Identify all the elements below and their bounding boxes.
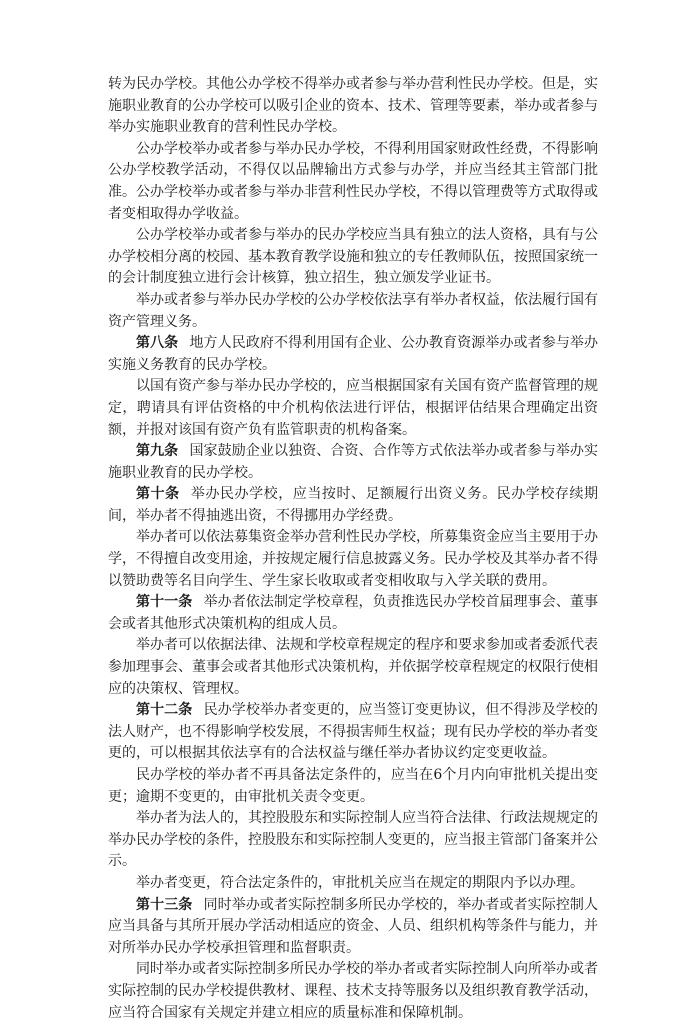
paragraph-text: 民办学校的举办者不再具备法定条件的，应当在6个月内向审批机关提出变更；逾期不变更的，由审批机关责令变更。 [108,767,598,805]
paragraph-text: 公办学校举办或者参与举办民办学校，不得利用国家财政性经费，不得影响公办学校教学活动，不得仅以品牌输出方式参与办学，并应当经其主管部门批准。公办学校举办或者参与举办非营利性民办学校，不得以管理费等方式取得或者变相取得办学收益。 [108,140,598,222]
paragraph [108,290,598,333]
article-number: 第十条 [136,486,180,503]
paragraph-text: 举办者可以依据法律、法规和学校章程规定的程序和要求参加或者委派代表参加理事会、董事会或者其他形式决策机构，并依据学校章程规定的权限行使相应的决策权、管理权。 [108,637,598,697]
paragraph-text: 国家鼓励企业以独资、合资、合作等方式依法举办或者参与举办实施职业教育的民办学校。 [108,443,599,481]
paragraph-text: 同时举办或者实际控制多所民办学校的举办者或者实际控制人向所举办或者实际控制的民办学校提供教材、课程、技术支持等服务以及组织教育教学活动，应当符合国家有关规定并建立相应的质量标准和保障机制。 [108,961,598,1021]
article-paragraph [108,441,598,484]
paragraph [108,139,598,225]
paragraph [108,808,598,873]
paragraph [108,635,598,700]
paragraph-text: 同时举办或者实际控制多所民办学校的，举办者或者实际控制人应当具备与其所开展办学活动相适应的资金、人员、组织机构等条件与能力，并对所举办民办学校承担管理和监督职责。 [108,896,599,956]
paragraph [108,376,598,441]
article-paragraph [108,895,598,960]
article-number: 第十一条 [136,594,193,611]
paragraph-text: 举办者可以依法募集资金举办营利性民办学校，所募集资金应当主要用于办学，不得擅自改变用途，并按规定履行信息披露义务。民办学校及其举办者不得以赞助费等名目向学生、学生家长收取或者变相收取与入学关联的费用。 [108,529,598,589]
document-page [108,74,598,1024]
paragraph-text: 以国有资产参与举办民办学校的，应当根据国家有关国有资产监督管理的规定，聘请具有评估资格的中介机构依法进行评估，根据评估结果合理确定出资额，并报对该国有资产负有监管职责的机构备案。 [108,378,598,438]
article-number: 第十二条 [136,702,193,719]
paragraph [108,74,598,139]
paragraph-text: 举办者变更，符合法定条件的，审批机关应当在规定的期限内予以办理。 [136,874,584,891]
article-number: 第九条 [136,443,179,460]
article-paragraph [108,700,598,765]
article-paragraph [108,592,598,635]
paragraph-text: 公办学校举办或者参与举办的民办学校应当具有独立的法人资格，具有与公办学校相分离的校园、基本教育教学设施和独立的专任教师队伍，按照国家统一的会计制度独立进行会计核算，独立招生，独立颁发学业证书。 [108,227,598,287]
article-paragraph [108,484,598,527]
paragraph [108,527,598,592]
paragraph-text: 民办学校举办者变更的，应当签订变更协议，但不得涉及学校的法人财产，也不得影响学校发展，不得损害师生权益；现有民办学校的举办者变更的，可以根据其依法享有的合法权益与继任举办者协议约定变更收益。 [108,702,599,762]
article-paragraph [108,333,598,376]
paragraph [108,873,598,895]
paragraph-text: 转为民办学校。其他公办学校不得举办或者参与举办营利性民办学校。但是，实施职业教育的公办学校可以吸引企业的资本、技术、管理等要素，举办或者参与举办实施职业教育的营利性民办学校。 [108,76,598,136]
article-number: 第八条 [136,335,179,352]
paragraph [108,225,598,290]
article-number: 第十三条 [136,896,193,913]
paragraph [108,765,598,808]
paragraph-text: 举办者依法制定学校章程，负责推选民办学校首届理事会、董事会或者其他形式决策机构的组成人员。 [108,594,599,632]
paragraph-text: 举办者为法人的，其控股股东和实际控制人应当符合法律、行政法规规定的举办民办学校的条件，控股股东和实际控制人变更的，应当报主管部门备案并公示。 [108,810,598,870]
paragraph-text: 地方人民政府不得利用国有企业、公办教育资源举办或者参与举办实施义务教育的民办学校。 [108,335,599,373]
paragraph [108,959,598,1024]
paragraph-text: 举办或者参与举办民办学校的公办学校依法享有举办者权益，依法履行国有资产管理义务。 [108,291,598,330]
paragraph-text: 举办民办学校，应当按时、足额履行出资义务。民办学校存续期间，举办者不得抽逃出资，不得挪用办学经费。 [108,486,599,524]
